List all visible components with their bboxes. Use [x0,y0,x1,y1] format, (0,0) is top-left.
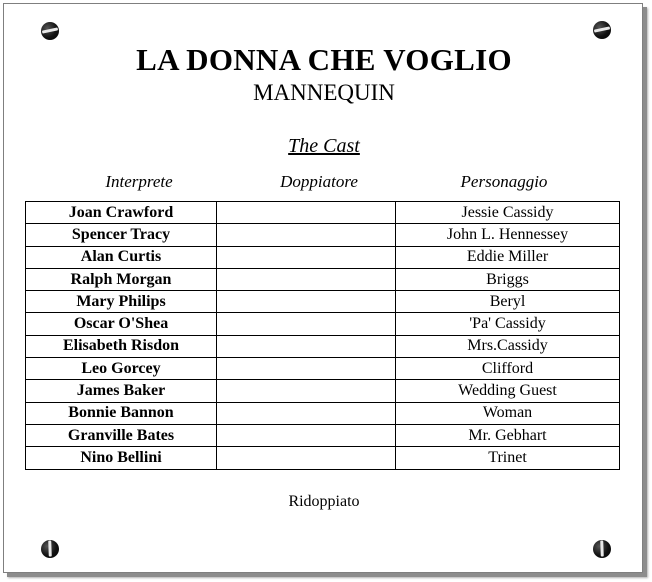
role-cell: Wedding Guest [396,380,620,402]
table-row [26,224,620,246]
dubber-cell [217,358,396,380]
actor-cell: Bonnie Bannon [26,402,217,424]
role-cell: John L. Hennessey [396,224,620,246]
actor-cell: Ralph Morgan [26,268,217,290]
table-row [26,380,620,402]
dubber-cell [217,447,396,469]
actor-cell: Granville Bates [26,424,217,446]
role-cell: Clifford [396,358,620,380]
actor-cell: Leo Gorcey [26,358,217,380]
role-cell: Mr. Gebhart [396,424,620,446]
dubber-cell [217,291,396,313]
actor-cell: Oscar O'Shea [26,313,217,335]
dubber-cell [217,202,396,224]
dubber-cell [217,224,396,246]
table-row [26,447,620,469]
dubber-cell [217,246,396,268]
cast-table [25,201,620,470]
page-title: LA DONNA CHE VOGLIO [136,42,512,77]
dubber-cell [217,335,396,357]
dubber-cell [217,402,396,424]
table-row [26,424,620,446]
table-row [26,268,620,290]
actor-cell: Mary Philips [26,291,217,313]
actor-cell: Spencer Tracy [26,224,217,246]
table-row [26,358,620,380]
table-row [26,402,620,424]
table-row [26,313,620,335]
role-cell: Briggs [396,268,620,290]
role-cell: Jessie Cassidy [396,202,620,224]
table-row [26,335,620,357]
page-subtitle: MANNEQUIN [253,80,395,105]
cast-plaque [3,3,643,573]
column-header-doppiatore: Doppiatore [280,172,358,191]
column-header-interprete: Interprete [105,172,173,191]
screw-icon [593,21,611,39]
role-cell: Mrs.Cassidy [396,335,620,357]
actor-cell: Alan Curtis [26,246,217,268]
role-cell: Beryl [396,291,620,313]
role-cell: Trinet [396,447,620,469]
table-row [26,202,620,224]
footer-note: Ridoppiato [288,493,360,510]
dubber-cell [217,268,396,290]
actor-cell: Joan Crawford [26,202,217,224]
actor-cell: Nino Bellini [26,447,217,469]
table-row [26,291,620,313]
screw-icon [593,540,611,558]
role-cell: 'Pa' Cassidy [396,313,620,335]
column-header-personaggio: Personaggio [460,172,548,191]
screw-icon [41,22,59,40]
role-cell: Eddie Miller [396,246,620,268]
dubber-cell [217,424,396,446]
cast-heading: The Cast [288,135,360,157]
screw-icon [41,540,59,558]
table-row [26,246,620,268]
dubber-cell [217,380,396,402]
role-cell: Woman [396,402,620,424]
actor-cell: Elisabeth Risdon [26,335,217,357]
dubber-cell [217,313,396,335]
actor-cell: James Baker [26,380,217,402]
